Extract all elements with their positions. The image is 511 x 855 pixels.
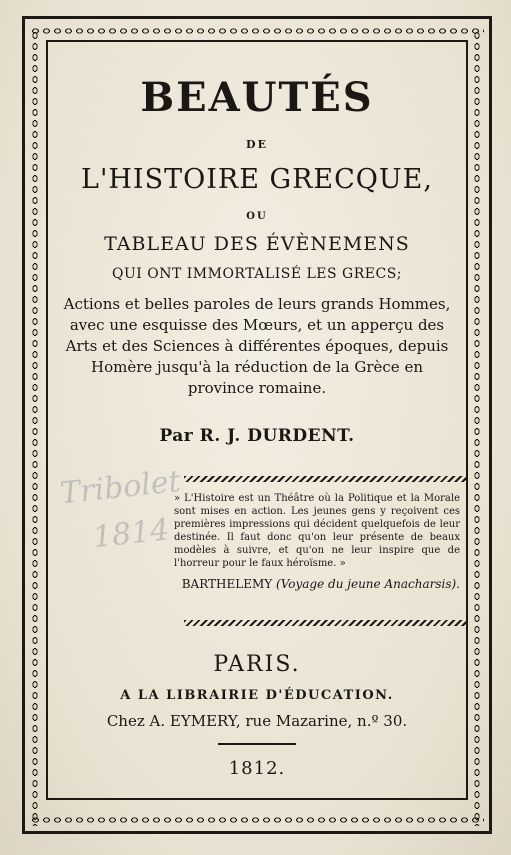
stamp-year: 1814 — [91, 512, 171, 556]
imprint-rule — [218, 743, 296, 745]
author-line: Par R. J. DURDENT. — [159, 426, 355, 446]
imprint-address: Chez A. EYMERY, rue Mazarine, n.º 30. — [106, 712, 408, 730]
chain-border-left — [28, 30, 42, 826]
title-de: DE — [246, 138, 268, 151]
attribution-name: BARTHELEMY — [181, 577, 273, 591]
description-paragraph: Actions et belles paroles de leurs grands Hommes, avec une esquisse des Mœurs, et un apperçu des Arts et des Sciences à différentes époques, depuis Homère jusqu'à la réduction de la Grèce en province romaine. — [63, 295, 451, 397]
ornamental-rule-bottom — [184, 620, 466, 626]
chain-border-right — [470, 30, 484, 826]
chain-border-bottom — [30, 813, 484, 827]
epigraph-attribution — [174, 576, 460, 592]
stamp-name: Tribolet — [58, 463, 183, 512]
epigraph-text: » L'Histoire est un Théâtre où la Politique et la Morale sont mises en action. Les jeunes gens y reçoivent ces premières impressions qui décident quelquefois de leur destinée. Il faut donc qu'on leur présente de beaux modèles à suivre, et qu'on ne leur inspire que de l'horreur pour le faux héroïsme. » — [174, 493, 460, 569]
alt-title: TABLEAU DES ÉVÈNEMENS — [104, 233, 410, 255]
imprint-city: PARIS. — [213, 652, 301, 677]
subject-title: L'HISTOIRE GRECQUE, — [81, 164, 433, 195]
main-title: BEAUTÉS — [140, 74, 374, 121]
attribution-work: (Voyage du jeune Anacharsis). — [276, 577, 460, 591]
chain-border-top — [30, 24, 484, 38]
ornamental-rule-top — [184, 476, 466, 482]
imprint-publisher: A LA LIBRAIRIE D'ÉDUCATION. — [120, 688, 394, 703]
title-ou: OU — [246, 211, 268, 222]
title-page-content — [46, 40, 468, 800]
imprint-year: 1812. — [228, 758, 286, 779]
alt-subtitle: QUI ONT IMMORTALISÉ LES GRECS; — [111, 266, 403, 282]
